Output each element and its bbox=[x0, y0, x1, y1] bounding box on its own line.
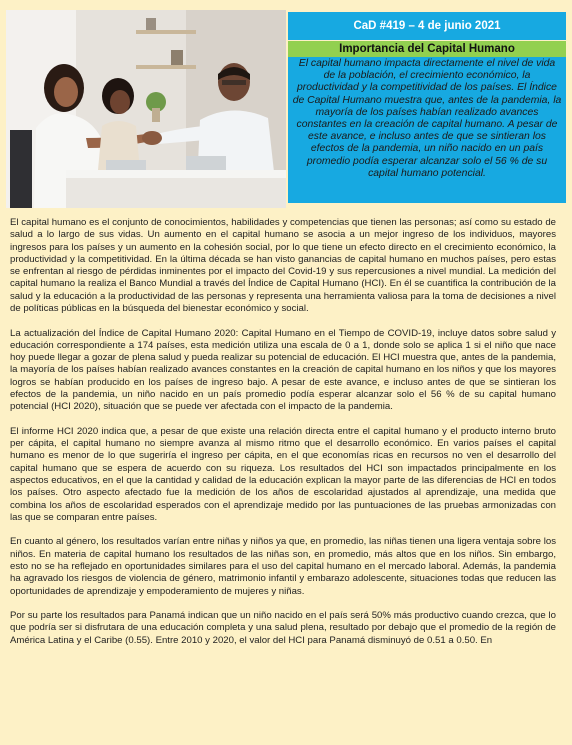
paragraph-3: El informe HCI 2020 indica que, a pesar de que existe una relación directa entre el capital humano y el producto interno bruto per cápita, el capital humano no siempre avanza al mismo ritmo que el desarrollo económico. En varios países el capital humano es menor de lo que sugeriría el ingreso per cápita, en el que economías ricas en recursos no ven el desarrollo del capital humano que se espera de acuerdo con su riqueza. Los resultados del HCI son impactados principalmente en los aspectos educativos, en el que la cantidad y calidad de la educación explican la mayor parte de las diferencias de HCI en todos los países. Otro aspecto afectado fue la medición de los años de escolaridad ajustados al aprendizaje, una medida que combina los años de escolaridad esperados con el aprendizaje medido por las puntuaciones de las pruebas armonizadas con las que se comparan entre países. bbox=[10, 425, 556, 523]
header-photo-handshake bbox=[6, 10, 286, 208]
article-body bbox=[10, 217, 556, 659]
issue-label: CaD #419 – 4 de junio 2021 bbox=[353, 20, 501, 32]
issue-banner bbox=[288, 12, 566, 40]
paragraph-1: El capital humano es el conjunto de conocimientos, habilidades y competencias que tienen las personas; así como su estado de salud a lo largo de sus vidas. Un aumento en el capital humano se asocia a un mejor ingreso de los individuos, mayores ingresos para los países y un aumento en la cohesión social, por lo que tiene un efecto directo en el crecimiento económico, la productividad y la competitividad. En la última década se han visto ganancias de capital humano en muchos países, pero estas se enfrentan al riesgo de pérdidas inminentes por el impacto del Covid-19 y sus repercusiones a nivel mundial. La medición del capital humano la realiza el Banco Mundial a través del Índice de Capital Humano (HCI). En él se cuantifica la contribución de la salud y la educación a la productividad de las personas y representa una herramienta valiosa para la toma de decisiones a nivel de políticas públicas en la búsqueda del bienestar económico y social. bbox=[10, 217, 556, 315]
paragraph-2: La actualización del Índice de Capital Humano 2020: Capital Humano en el Tiempo de COVID-19, incluye datos sobre salud y educación correspondiente a 174 países, esta medición utiliza una escala de 0 a 1, donde solo se aplica 1 si el niño que nace hoy puede llegar a gozar de plena salud y pueda realizar su potencial de educación. El HCI muestra que, antes de la pandemia, la mayoría de los países habían realizado avances constantes en la creación de capital humano en los niños y que los mayores logros se habían producido en los países de ingreso bajo. A pesar de este avance, e incluso antes de que se sintieran los efectos de la pandemia, un niño nacido en un país promedio podía esperar alcanzar solo el 56 % de su capital humano potencial (HCI 2020), situación que se puede ver afectada con el impacto de la pandemia. bbox=[10, 327, 556, 413]
summary-box bbox=[288, 57, 566, 203]
article-title: Importancia del Capital Humano bbox=[339, 43, 515, 55]
article-title-banner bbox=[288, 41, 566, 57]
paragraph-4: En cuanto al género, los resultados varían entre niñas y niños ya que, en promedio, las niñas tienen una ligera ventaja sobre los niños. En materia de capital humano los resultados de las niñas son, en promedio, más altos que en los niños. Sin embargo, esto no se ha reflejado en oportunidades similares para el uso del capital humano en el mercado laboral. Además, la pandemia ha agravado los riesgos de violencia de género, matrimonio infantil y embarazo adolescente, situaciones todas que reducen las oportunidades de aprendizaje y empoderamiento de mujeres y niñas. bbox=[10, 536, 556, 597]
paragraph-5: Por su parte los resultados para Panamá indican que un niño nacido en el país será 50% más productivo cuando crezca, que lo que podría ser si disfrutara de una educación completa y una salud plena, resultado por debajo que el promedio de la región de América Latina y el Caribe (0.55). Entre 2010 y 2020, el valor del HCI para Panamá disminuyó de 0.51 a 0.50. En bbox=[10, 610, 556, 646]
summary-text: El capital humano impacta directamente el nivel de vida de la población, el crecimiento económico, la productividad y la competitividad de los países. El Índice de Capital Humano muestra que, antes de la pandemia, la mayoría de los países habían realizado avances constantes en la creación de capital humano. A pesar de este avance, e incluso antes de que se sintieran los efectos de la pandemia, un niño nacido en un país promedio podía esperar alcanzar solo el 56 % de su capital humano potencial. bbox=[292, 58, 562, 179]
